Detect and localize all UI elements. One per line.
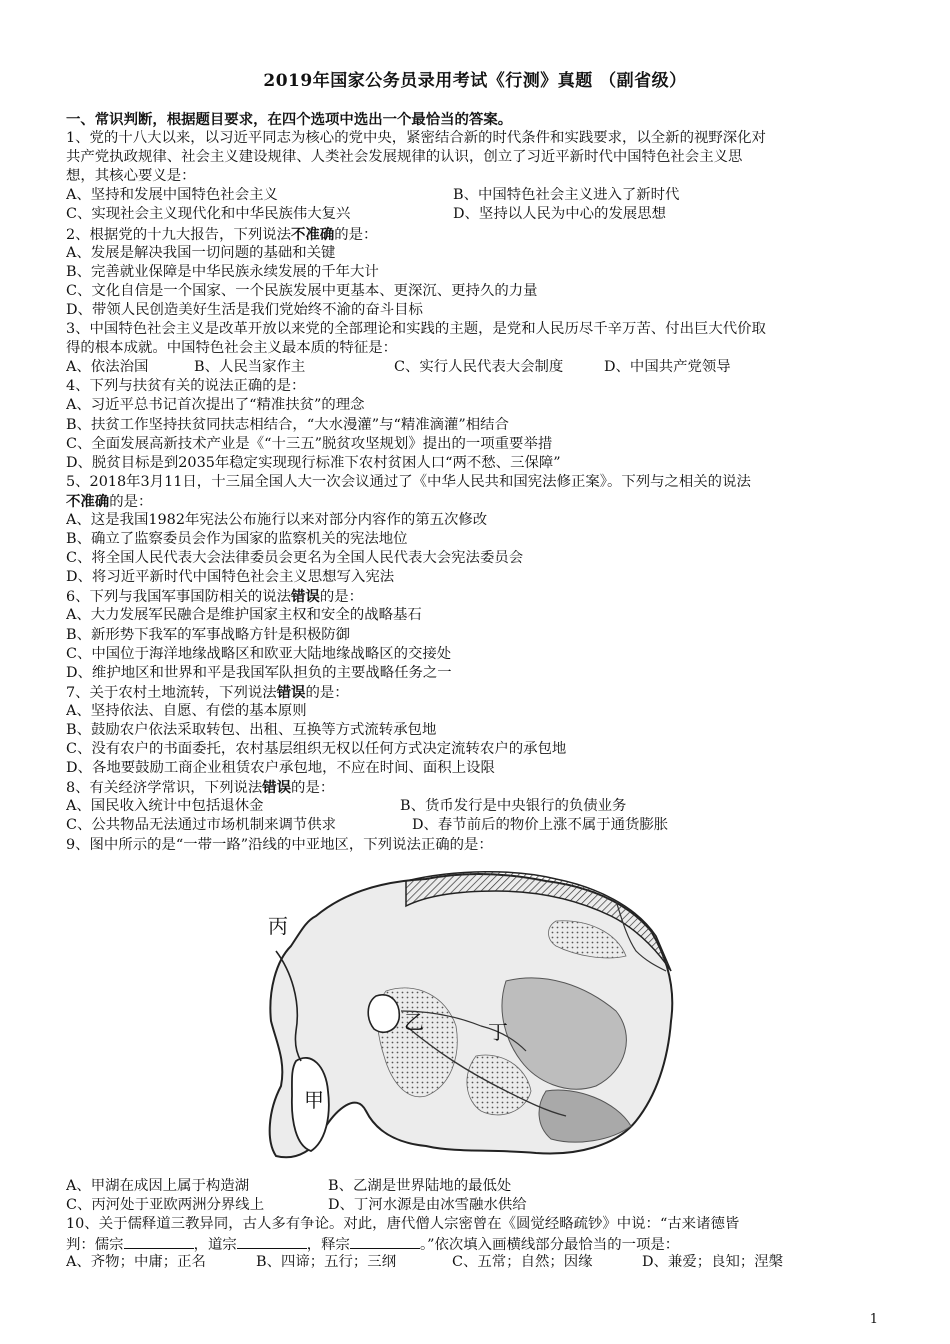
q3-option-b: B、人民当家作主 — [194, 359, 306, 376]
q2-stem-end: 的是： — [334, 226, 378, 243]
q5-stem-line2 — [66, 492, 886, 511]
q8-option-b: B、货币发行是中央银行的负债业务 — [400, 798, 627, 815]
q2-option-d: D、带领人民创造美好生活是我们党始终不渝的奋斗目标 — [66, 301, 423, 318]
q5-emphasis: 不准确 — [66, 492, 110, 510]
page-title: 2019年国家公务员录用考试《行测》真题 （副省级） — [263, 71, 687, 91]
q7-option-b: B、鼓励农户依法采取转包、出租、互换等方式流转承包地 — [66, 722, 437, 738]
q10-stem-line2 — [66, 1234, 886, 1253]
q5-stem-end: 的是： — [109, 493, 153, 510]
q7-stem-text: 7、关于农村土地流转，下列说法 — [66, 684, 277, 701]
q8-options-row1 — [66, 797, 886, 816]
q10-blank-3 — [350, 1234, 420, 1249]
q9-stem: 9、图中所示的是“一带一路”沿线的中亚地区，下列说法正确的是： — [66, 836, 493, 853]
page-number: 1 — [869, 1312, 878, 1327]
map-label-yi: 乙 — [404, 1009, 424, 1034]
q4-option-c: C、全面发展高新技术产业是《“十三五”脱贫攻坚规划》提出的一项重要举措 — [66, 435, 553, 452]
q5-option-c: C、将全国人民代表大会法律委员会更名为全国人民代表大会宪法委员会 — [66, 550, 524, 567]
q6-stem-text: 6、下列与我国军事国防相关的说法 — [66, 589, 292, 606]
q8-stem-text: 8、有关经济学常识，下列说法 — [66, 780, 263, 797]
q9-option-d: D、丁河水源是由冰雪融水供给 — [328, 1196, 527, 1213]
q4-option-b: B、扶贫工作坚持扶贫同扶志相结合，“大水漫灌”与“精准滴灌”相结合 — [66, 416, 509, 433]
q1-option-b: B、中国特色社会主义进入了新时代 — [453, 187, 680, 204]
q8-stem-end: 的是： — [291, 780, 335, 797]
q7-stem-end: 的是： — [305, 684, 349, 701]
q2-option-a: A、发展是解决我国一切问题的基础和关键 — [66, 244, 336, 261]
q7-option-a: A、坚持依法、自愿、有偿的基本原则 — [66, 702, 307, 719]
map-label-ding: 丁 — [488, 1019, 508, 1044]
q10-text-3: ，释宗 — [306, 1236, 350, 1253]
q7-option-c: C、没有农户的书面委托，农村基层组织无权以任何方式决定流转农户的承包地 — [66, 741, 567, 758]
q4-option-d: D、脱贫目标是到2035年稳定实现现行标准下农村贫困人口“两不愁、三保障” — [66, 454, 561, 471]
q10-blank-1 — [124, 1234, 194, 1249]
q1-options-row2 — [66, 205, 886, 224]
q10-blank-2 — [237, 1234, 307, 1249]
central-asia-map — [256, 861, 696, 1171]
q9-map-container — [66, 855, 886, 1177]
q5-stem-line1: 5、2018年3月11日，十三届全国人大一次会议通过了《中华人民共和国宪法修正案》。下列与之相关的说法 — [66, 473, 751, 490]
q3-options-row — [66, 358, 886, 377]
q3-option-a: A、依法治国 — [66, 359, 149, 376]
q1-option-d: D、坚持以人民为中心的发展思想 — [453, 206, 667, 223]
q4-stem: 4、下列与扶贫有关的说法正确的是： — [66, 378, 306, 395]
q8-option-d: D、春节前后的物价上涨不属于通货膨胀 — [412, 817, 669, 834]
q2-stem-text: 2、根据党的十九大报告，下列说法 — [66, 226, 292, 243]
lake-yi — [368, 995, 399, 1032]
q1-option-a: A、坚持和发展中国特色社会主义 — [66, 187, 278, 204]
map-label-jia: 甲 — [304, 1087, 324, 1112]
question-content — [66, 110, 886, 1272]
q3-option-d: D、中国共产党领导 — [604, 359, 731, 376]
q2-emphasis: 不准确 — [291, 225, 335, 243]
q6-option-a: A、大力发展军民融合是维护国家主权和安全的战略基石 — [66, 607, 422, 624]
map-label-bing: 丙 — [268, 913, 288, 938]
q10-option-d: D、兼爱；良知；涅槃 — [642, 1254, 784, 1271]
q6-option-b: B、新形势下我军的军事战略方针是积极防御 — [66, 626, 350, 643]
q9-option-c: C、丙河处于亚欧两洲分界线上 — [66, 1196, 265, 1213]
q7-option-d: D、各地要鼓励工商企业租赁农户承包地，不应在时间、面积上设限 — [66, 760, 495, 777]
q1-option-c: C、实现社会主义现代化和中华民族伟大复兴 — [66, 206, 351, 223]
section-heading: 一、常识判断，根据题目要求，在四个选项中选出一个最恰当的答案。 — [66, 111, 513, 128]
q5-option-a: A、这是我国1982年宪法公布施行以来对部分内容作的第五次修改 — [66, 511, 488, 528]
q9-option-b: B、乙湖是世界陆地的最低处 — [328, 1177, 512, 1194]
q5-option-d: D、将习近平新时代中国特色社会主义思想写入宪法 — [66, 569, 395, 586]
q9-options-row2 — [66, 1196, 886, 1215]
q1-stem-line1: 1、党的十八大以来，以习近平同志为核心的党中央，紧密结合新的时代条件和实践要求，以全新的视野深化对 — [66, 130, 766, 147]
q10-options-row — [66, 1253, 886, 1272]
q10-text-1: 判：儒宗 — [66, 1236, 124, 1253]
q8-options-row2 — [66, 816, 886, 835]
q7-emphasis: 错误 — [276, 683, 306, 701]
q5-option-b: B、确立了监察委员会作为国家的监察机关的宪法地位 — [66, 531, 408, 548]
q9-options-row1 — [66, 1177, 886, 1196]
q8-option-c: C、公共物品无法通过市场机制来调节供求 — [66, 817, 337, 834]
q1-options-row1 — [66, 186, 886, 205]
q9-option-a: A、甲湖在成因上属于构造湖 — [66, 1177, 250, 1194]
q3-option-c: C、实行人民代表大会制度 — [394, 359, 564, 376]
q2-option-c: C、文化自信是一个国家、一个民族发展中更基本、更深沉、更持久的力量 — [66, 282, 538, 299]
q2-option-b: B、完善就业保障是中华民族永续发展的千年大计 — [66, 263, 379, 280]
q10-option-c: C、五常；自然；因缘 — [452, 1254, 593, 1271]
q7-stem — [66, 683, 886, 702]
q6-emphasis: 错误 — [291, 588, 320, 606]
q1-stem-line3: 想，其核心要义是： — [66, 168, 196, 185]
q2-stem — [66, 225, 886, 244]
q6-option-c: C、中国位于海洋地缘战略区和欧亚大陆地缘战略区的交接处 — [66, 645, 452, 662]
q10-text-4: 。”依次填入画横线部分最恰当的一项是： — [419, 1236, 680, 1253]
q10-option-a: A、齐物；中庸；正名 — [66, 1254, 206, 1271]
q8-option-a: A、国民收入统计中包括退休金 — [66, 798, 264, 815]
q1-stem-line2: 共产党执政规律、社会主义建设规律、人类社会发展规律的认识，创立了习近平新时代中国特色社会主义思 — [66, 149, 743, 166]
q3-stem-line2: 得的根本成就。中国特色社会主义最本质的特征是： — [66, 340, 397, 357]
q10-stem-line1: 10、关于儒释道三教异同，古人多有争论。对此，唐代僧人宗密曾在《圆觉经略疏钞》中说：“古来诸德皆 — [66, 1215, 740, 1232]
q10-option-b: B、四谛；五行；三纲 — [256, 1254, 397, 1271]
q8-emphasis: 错误 — [262, 779, 292, 797]
q4-option-a: A、习近平总书记首次提出了“精准扶贫”的理念 — [66, 397, 365, 414]
q6-option-d: D、维护地区和世界和平是我国军队担负的主要战略任务之一 — [66, 664, 452, 681]
q10-text-2: ，道宗 — [193, 1236, 237, 1253]
q6-stem-end: 的是： — [319, 589, 364, 606]
q6-stem — [66, 587, 886, 606]
q3-stem-line1: 3、中国特色社会主义是改革开放以来党的全部理论和实践的主题，是党和人民历尽千辛万苦、付出巨大代价取 — [66, 321, 766, 338]
q8-stem — [66, 778, 886, 797]
